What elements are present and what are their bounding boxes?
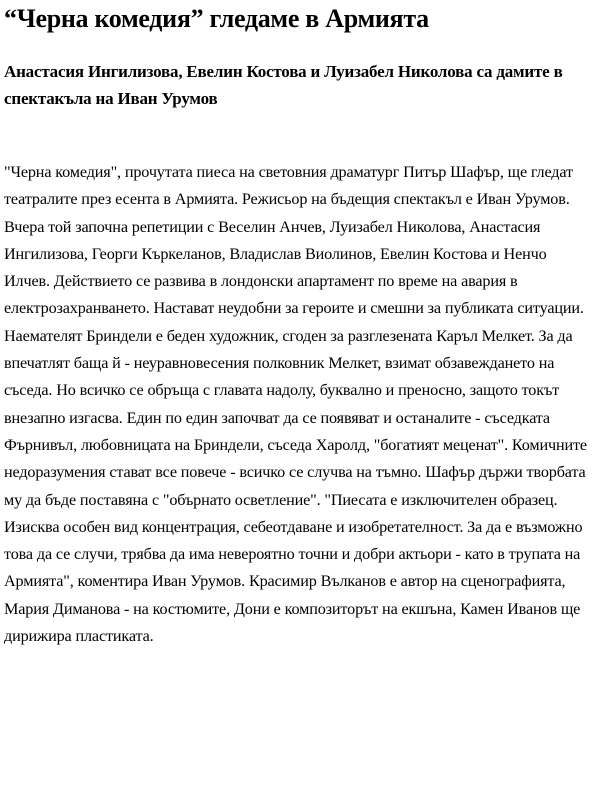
article [4, 0, 596, 650]
article-body: "Черна комедия", прочутата пиеса на световния драматург Питър Шафър, ще гледат театралите през есента в Армията. Режисьор на бъдещия спектакъл е Иван Урумов. Вчера той започна репетиции с Веселин Анчев, Луизабел Николова, Анастасия Ингилизова, Георги Къркеланов, Владислав Виолинов, Евелин Костова и Ненчо Илчев. Действието се развива в лондонски апартамент по време на авария в електрозахранването. Настават неудобни за героите и смешни за публиката ситуации. Наемателят Бриндели е беден художник, сгоден за разглезената Каръл Мелкет. За да впечатлят баща й - неуравновесения полковник Мелкет, взимат обзавеждането на съседа. Но всичко се обръща с главата надолу, буквално и преносно, защото токът внезапно изгасва. Един по един започват да се появяват и останалите - съседката Фърнивъл, любовницата на Бриндели, съседа Харолд, "богатият меценат". Комичните недоразумения стават все повече - всичко се случва на тъмно. Шафър държи творбата му да бъде поставяна с "обърнато осветление". "Пиесата е изключителен образец. Изисква особен вид концентрация, себеотдаване и изобретателност. За да е възможно това да се случи, трябва да има невероятно точни и добри актьори - като в трупата на Армията", коментира Иван Урумов. Красимир Вълканов е автор на сценографията, Мария Диманова - на костюмите, Дони е композиторът на екшъна, Камен Иванов ще дирижира пластиката. [4, 163, 587, 646]
article-headline: “Черна комедия” гледаме в Армията [4, 4, 429, 33]
article-subheadline: Анастасия Ингилизова, Евелин Костова и Луизабел Николова са дамите в спектакъла на Иван Урумов [4, 62, 563, 108]
